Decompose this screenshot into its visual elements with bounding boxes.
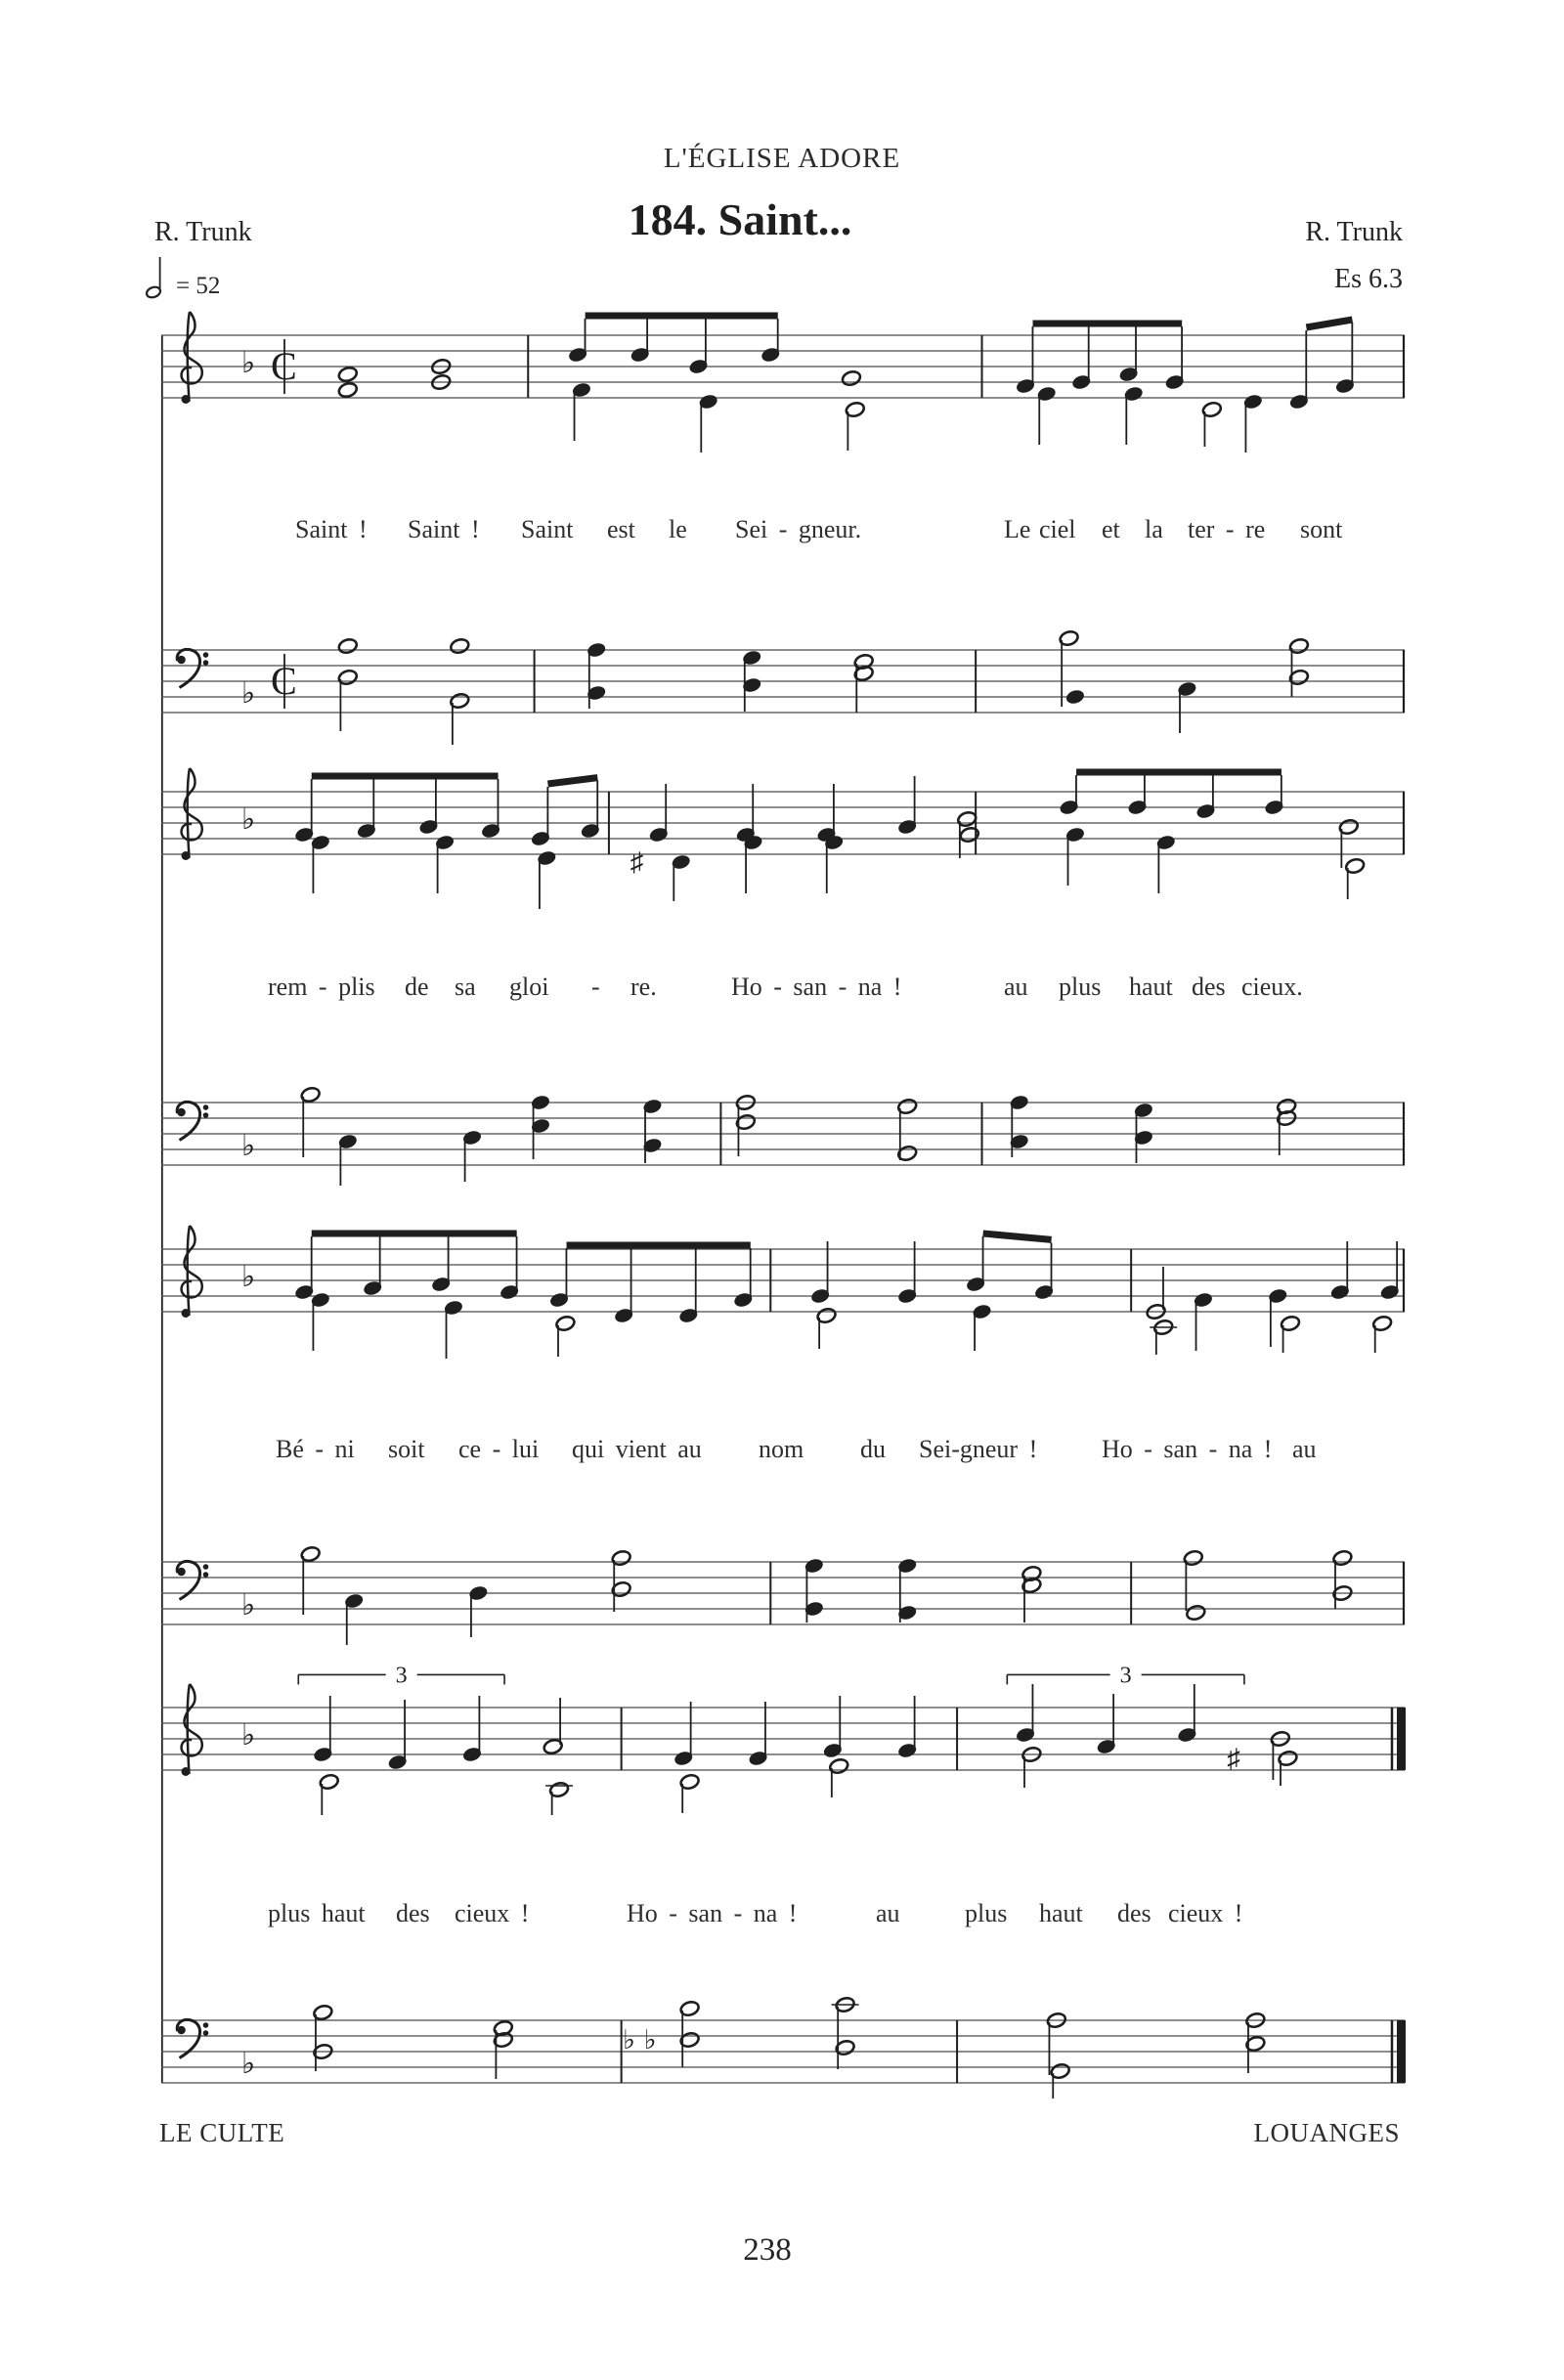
lyric-segment: gloi [509,973,549,1001]
footer-section-right: LOUANGES [1253,2118,1400,2147]
lyric-segment: cieux ! [1168,1899,1243,1927]
treble-clef-icon [182,768,202,860]
lyric-segment: Bé - ni [276,1435,355,1463]
lyric-segment: la [1145,515,1163,543]
lyric-segment: haut [1039,1899,1083,1927]
half-note-head [337,366,358,383]
hymn-title: 184. Saint... [628,195,852,244]
lyric-line-2 [0,973,1564,1008]
lyric-segment: Ho - san - na ! [731,973,902,1001]
lyric-segment: soit [388,1435,425,1463]
accidental-icon: ♭ [623,2025,635,2055]
page-number: 238 [743,2232,792,2268]
accidental-icon: ♯ [630,847,644,877]
final-barline [1397,2020,1406,2083]
lyric-segment: plus haut [268,1899,366,1927]
lyric-segment: au [876,1899,900,1927]
key-flat-icon: ♭ [241,347,256,379]
staff-treble-3 [161,1226,1405,1359]
lyric-segment: le [669,515,687,543]
lyric-segment: Sei-gneur ! [919,1435,1038,1463]
half-note-head [337,381,358,399]
lyric-line-4 [0,1899,1564,1934]
lyric-segment: des [1117,1899,1151,1927]
lyric-segment: ter - re [1188,515,1266,543]
staff-bass-1 [161,629,1405,745]
treble-clef-icon [182,312,202,404]
lyric-segment: re. [630,973,657,1001]
beam [983,1233,1052,1239]
lyric-segment: au [1292,1435,1317,1463]
key-flat-icon: ♭ [241,1589,256,1622]
lyric-segment: Saint ! [295,515,368,543]
lyric-segment: ciel [1039,515,1076,543]
key-flat-icon: ♭ [241,677,256,710]
half-note-head [337,637,358,655]
lyric-segment: rem - plis [268,973,375,1001]
staff-treble-1 [161,312,1405,453]
lyric-segment: qui vient au [572,1435,702,1463]
treble-clef-icon [182,1226,202,1318]
final-barline [1397,1708,1406,1770]
triplet-number: 3 [395,1663,408,1689]
scripture-reference: Es 6.3 [1334,264,1403,294]
lyric-segment: des [1192,973,1226,1001]
key-flat-icon: ♭ [241,803,256,836]
lyric-segment: et [1102,515,1120,543]
lyric-segment: est [607,515,635,543]
quarter-note-head [1064,688,1085,706]
lyric-segment: Saint [521,515,574,543]
lyric-segment: au [1004,973,1028,1001]
staff-bass-2 [161,1086,1405,1186]
lyric-segment: sa [455,973,476,1001]
cut-time-icon: C [271,344,297,388]
tempo-value: = 52 [176,273,221,299]
half-note-head [841,369,861,387]
lyric-segment: cieux. [1241,973,1303,1001]
lyric-segment: nom [759,1435,804,1463]
lyric-segment: Ho - san - na ! [1102,1435,1273,1463]
staff-bass-3 [161,1545,1405,1645]
lyric-line-3 [0,1435,1564,1470]
beam [547,778,597,784]
key-flat-icon: ♭ [241,1261,256,1293]
footer-section-left: LE CULTE [159,2118,285,2147]
lyric-segment: sont [1300,515,1343,543]
treble-clef-icon [182,1684,202,1776]
triplet-number: 3 [1119,1663,1132,1689]
accidental-icon: ♯ [1227,1744,1240,1773]
lyric-segment: de [405,973,429,1001]
section-heading: L'ÉGLISE ADORE [663,143,901,174]
accidental-icon: ♭ [643,2025,657,2055]
lyric-segment: Sei - gneur. [735,515,862,543]
staff-bass-4 [161,1996,1406,2099]
composer-left: R. Trunk [154,217,252,247]
lyric-segment: du [860,1435,886,1463]
staff-treble-2 [161,768,1405,909]
lyric-segment: ce - lui [458,1435,540,1463]
lyric-segment: plus [1059,973,1102,1001]
key-flat-icon: ♭ [241,1130,256,1162]
lyric-segment: Ho - san - na ! [627,1899,798,1927]
key-flat-icon: ♭ [241,2048,256,2080]
lyric-segment: - [591,973,600,1001]
lyric-segment: des [396,1899,430,1927]
half-note-head [959,826,979,844]
beam [1306,320,1352,327]
lyric-segment: Saint ! [408,515,480,543]
staff-treble-4 [161,1663,1406,1815]
lyric-segment: Le [1004,515,1031,543]
lyric-segment: plus [965,1899,1008,1927]
lyric-line-1 [0,515,1564,550]
half-note-head [450,637,470,655]
half-note-head [1186,1604,1206,1622]
lyric-segment: cieux ! [455,1899,530,1927]
lyric-segment: haut [1129,973,1173,1001]
cut-time-icon: C [271,659,297,703]
composer-right: R. Trunk [1305,217,1403,247]
key-flat-icon: ♭ [241,1719,256,1752]
